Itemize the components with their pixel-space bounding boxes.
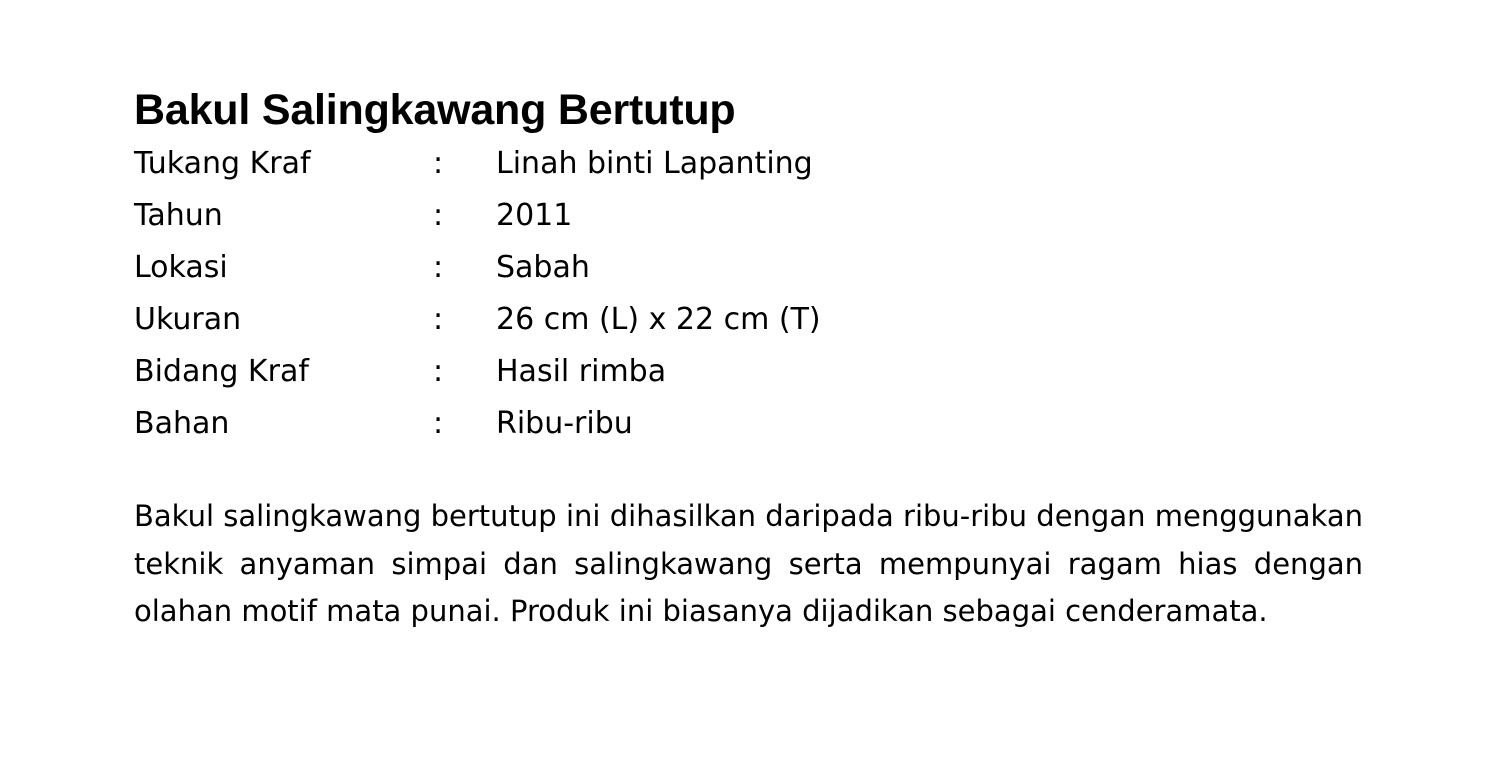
spec-value: 2011 — [496, 198, 573, 233]
document — [134, 84, 1363, 636]
spec-colon: : — [433, 354, 444, 389]
document-title: Bakul Salingkawang Bertutup — [134, 86, 736, 134]
spec-row-tukang-kraf — [134, 138, 1363, 190]
spec-colon: : — [433, 302, 444, 337]
spec-colon: : — [433, 146, 444, 181]
spec-row-ukuran — [134, 294, 1363, 346]
spec-colon: : — [433, 406, 444, 441]
spec-value: Sabah — [496, 250, 590, 285]
spec-label: Bahan — [134, 406, 230, 441]
spec-row-bidang-kraf — [134, 346, 1363, 398]
spec-value: Linah binti Lapanting — [496, 146, 813, 181]
spec-value: 26 cm (L) x 22 cm (T) — [496, 302, 821, 337]
spec-row-tahun — [134, 190, 1363, 242]
spec-label: Ukuran — [134, 302, 242, 337]
spec-label: Lokasi — [134, 250, 228, 285]
spec-label: Tukang Kraf — [134, 146, 311, 181]
spec-value: Hasil rimba — [496, 354, 667, 389]
spec-value: Ribu-ribu — [496, 406, 633, 441]
spec-row-lokasi — [134, 242, 1363, 294]
description-paragraph: Bakul salingkawang bertutup ini dihasilkan daripada ribu-ribu dengan menggunakan teknik anyaman simpai dan salingkawang serta mempunyai ragam hias dengan olahan motif mata punai. Produk ini biasanya dijadikan sebagai cenderamata. — [134, 499, 1363, 628]
spec-table — [134, 138, 1363, 450]
spec-label: Tahun — [134, 198, 223, 233]
spec-colon: : — [433, 198, 444, 233]
spec-label: Bidang Kraf — [134, 354, 309, 389]
spec-colon: : — [433, 250, 444, 285]
spec-row-bahan — [134, 398, 1363, 450]
